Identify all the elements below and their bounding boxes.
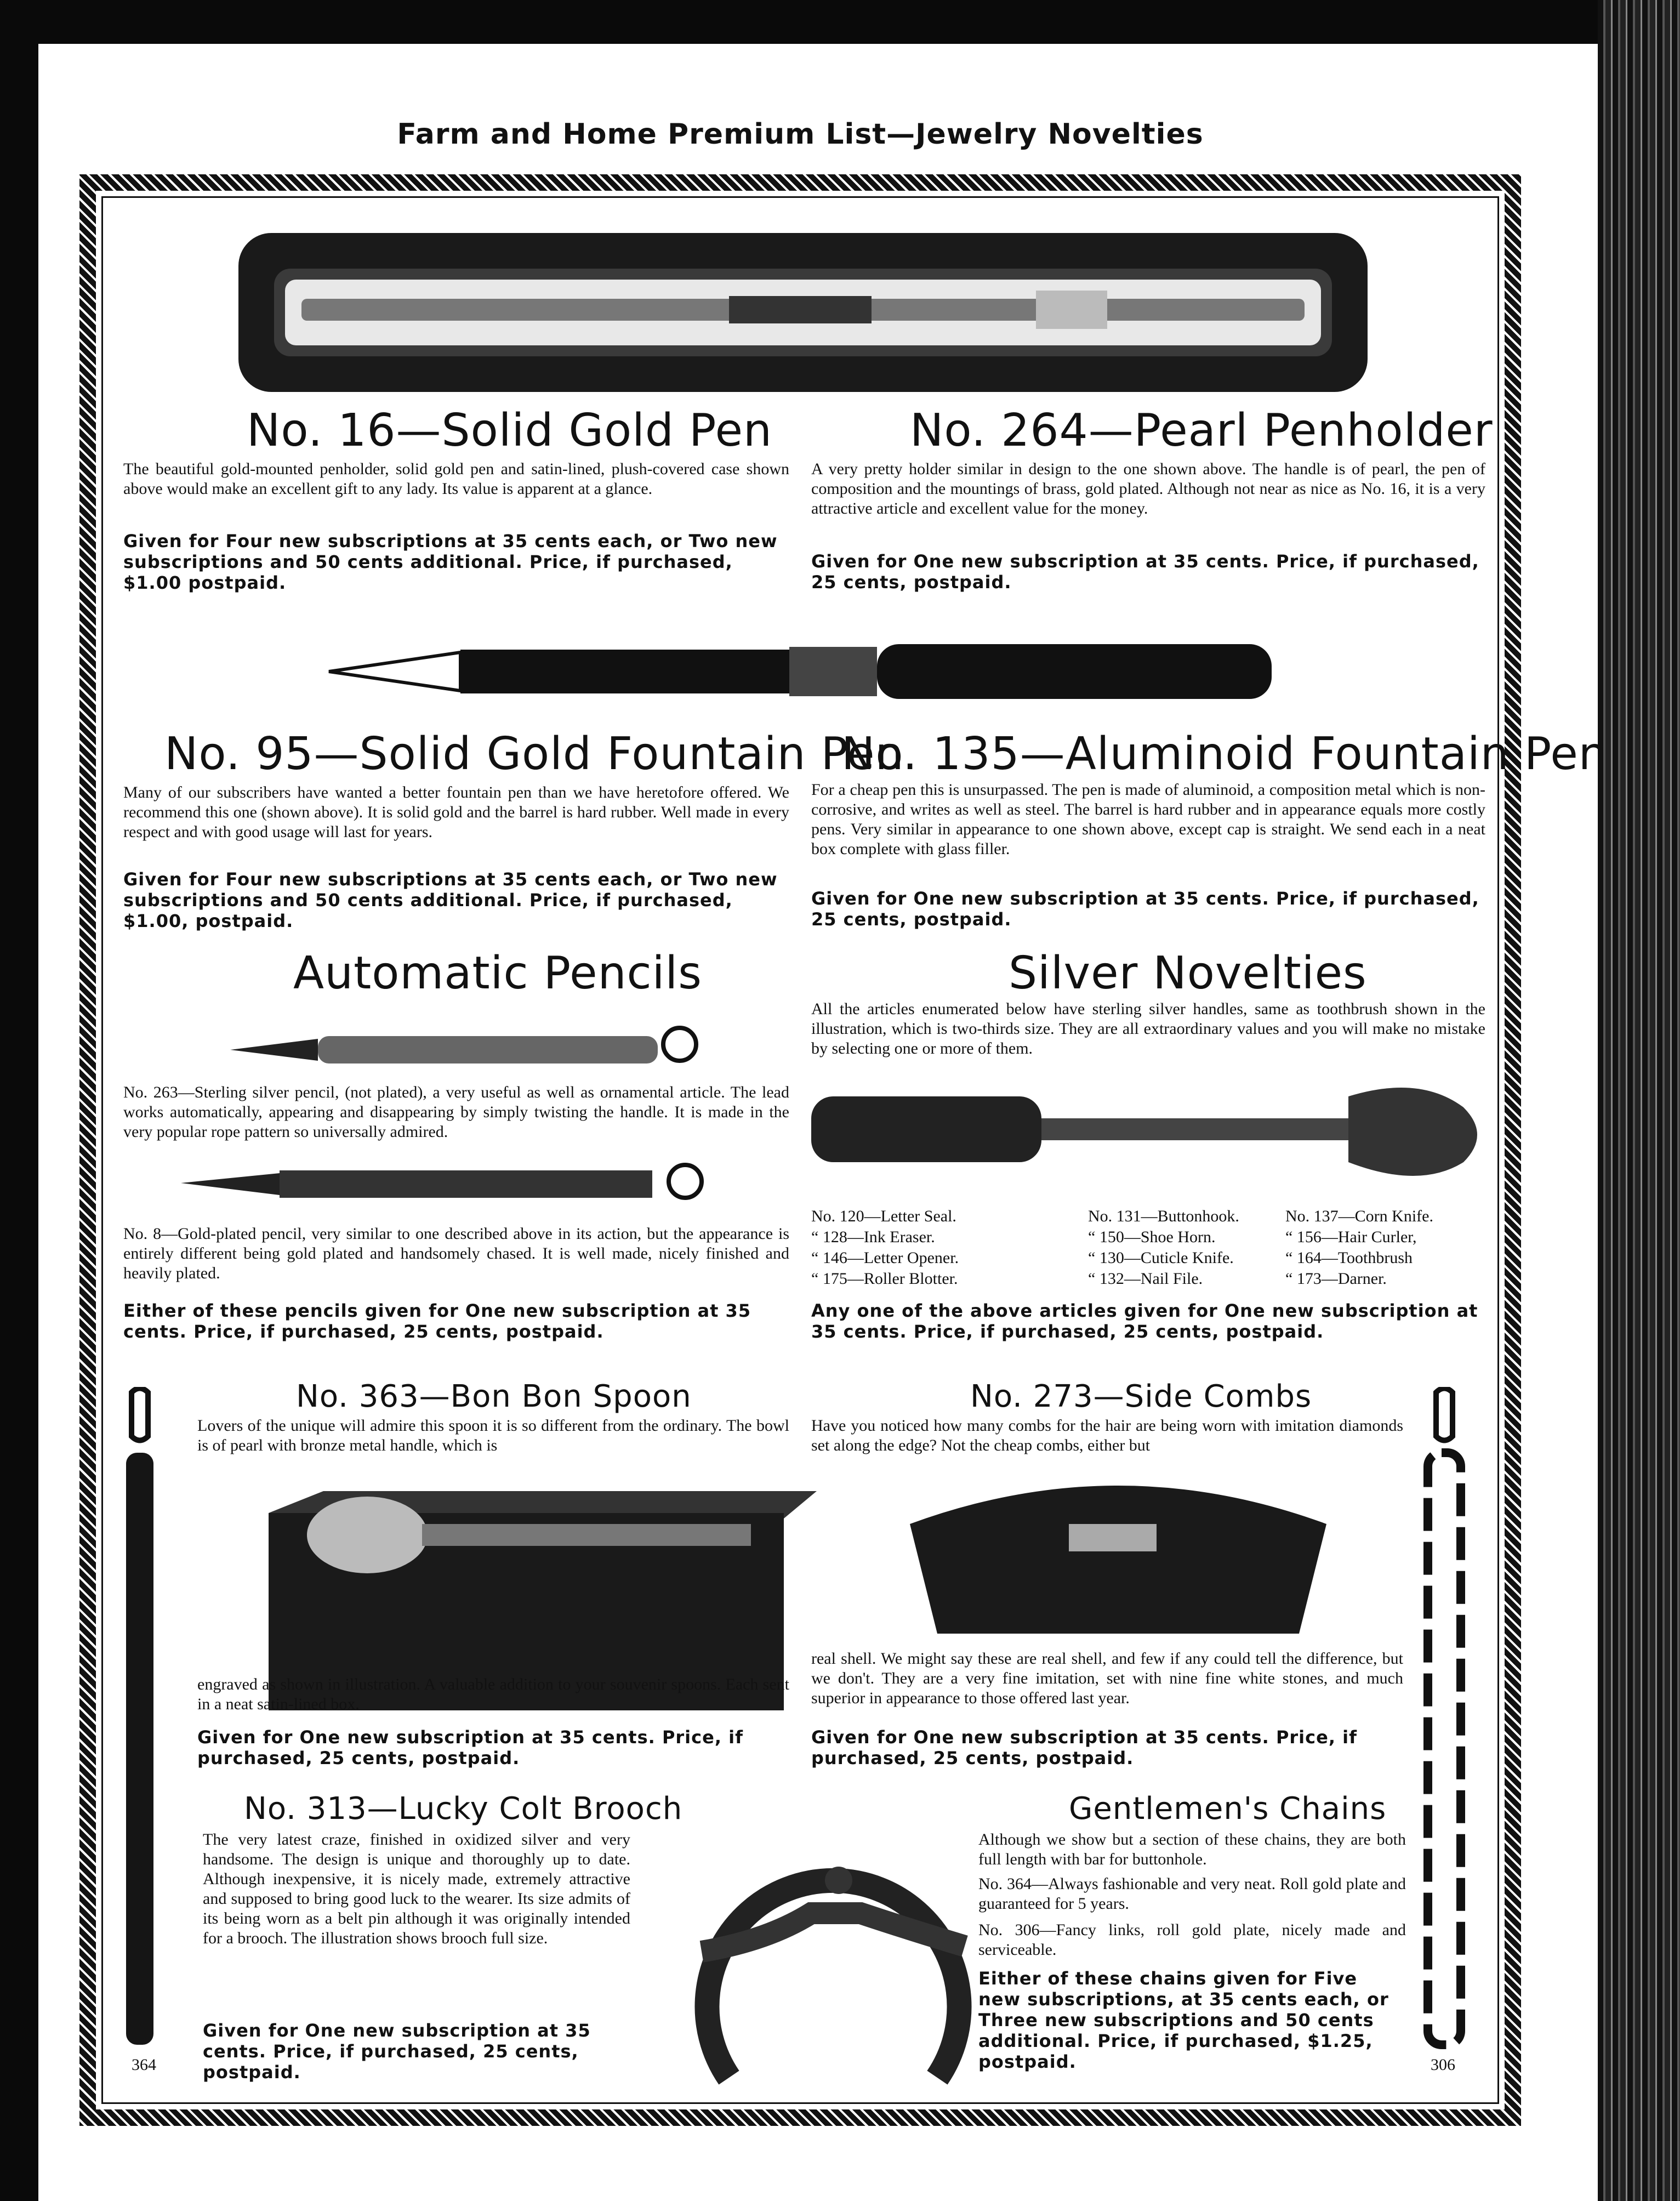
list-item: “ 130—Cuticle Knife. [1088, 1249, 1234, 1267]
bon-bon-spoon-text-1: Lovers of the unique will admire this spoon it is so different from the ordinary. The bowl is of pearl with bronze metal handle, which is [197, 1417, 789, 1454]
scan-edge-left [0, 0, 38, 2201]
list-item: “ 146—Letter Opener. [811, 1249, 959, 1267]
chain-364-label: 364 [132, 2056, 156, 2074]
pencils-title: Automatic Pencils [293, 947, 702, 999]
silver-list-col3 [1285, 1206, 1433, 1289]
silver-list-col1 [811, 1206, 959, 1289]
chain-364-text: No. 364—Always fashionable and very neat. Roll gold plate and guaranteed for 5 years. [978, 1875, 1406, 1913]
solid-gold-pen-offer: Given for Four new subscriptions at 35 cents each, or Two new subscriptions and 50 cents additional. Price, if purchased, $1.00 postpaid. [123, 531, 778, 593]
side-combs-text-1: Have you noticed how many combs for the hair are being worn with imitation diamonds set along the edge? Not the cheap combs, either but [811, 1417, 1403, 1454]
pearl-penholder-text: A very pretty holder similar in design to the one shown above. The handle is of pearl, the pen of composition and the mountings of brass, gold plated. Although not near as nice as No. 16, it is a very attractive article and excellent value for the money. [811, 460, 1485, 517]
pearl-penholder-offer: Given for One new subscription at 35 cents. Price, if purchased, 25 cents, postpaid. [811, 551, 1479, 593]
gentlemens-chains-text: Although we show but a section of these chains, they are both full length with bar for buttonhole. [978, 1830, 1406, 1868]
bon-bon-spoon-text-2: engraved as shown in illustration. A valuable addition to your souvenir spoons. Each sent in a neat satin-lined box. [197, 1675, 789, 1713]
list-item: No. 137—Corn Knife. [1285, 1207, 1433, 1225]
toothbrush-illustration [806, 1074, 1491, 1184]
chain-306-label: 306 [1431, 2056, 1455, 2074]
bon-bon-spoon-title: No. 363—Bon Bon Spoon [296, 1379, 692, 1414]
solid-gold-pen-text: The beautiful gold-mounted penholder, solid gold pen and satin-lined, plush-covered case shown above would make an excellent gift to any lady. Its value is apparent at a glance. [123, 460, 789, 498]
pencil-8-text: No. 8—Gold-plated pencil, very similar to one described above in its action, but the appearance is entirely different being gold plated and handsomely chased. It is well made, nicely finished and heavily plated. [123, 1225, 789, 1282]
list-item: “ 164—Toothbrush [1285, 1249, 1413, 1267]
chain-306-illustration [1414, 1387, 1474, 2050]
fountain-pen-135-title: No. 135—Aluminoid Fountain Pen [841, 728, 1608, 780]
list-item: “ 173—Darner. [1285, 1270, 1387, 1288]
gentlemens-chains-title: Gentlemen's Chains [1069, 1791, 1387, 1827]
scan-edge-right [1598, 0, 1680, 2201]
pearl-penholder-title: No. 264—Pearl Penholder [910, 405, 1493, 457]
fountain-pen-illustration [323, 630, 1288, 713]
list-item: “ 132—Nail File. [1088, 1270, 1203, 1288]
fountain-pen-95-text: Many of our subscribers have wanted a better fountain pen than we have heretofore offered. We recommend this one (shown above). It is solid gold and the barrel is hard rubber. Well made in every respect and with good usage will last for years. [123, 783, 789, 841]
pen-case-illustration [236, 230, 1370, 395]
side-combs-text-2: real shell. We might say these are real shell, and few if any could tell the difference, but we don't. They are a very fine imitation, set with nine fine white stones, and much superior in appearance to those offered last year. [811, 1650, 1403, 1707]
chain-364-illustration [110, 1387, 170, 2050]
solid-gold-pen-title: No. 16—Solid Gold Pen [247, 405, 772, 457]
fountain-pen-135-text: For a cheap pen this is unsurpassed. The pen is made of aluminoid, a composition metal which is non-corrosive, and writes as well as steel. The barrel is hard rubber and in appearance equals more costly pens. Very similar in appearance to one shown above, except cap is straight. We send each in a neat box complete with glass filler. [811, 781, 1485, 858]
list-item: No. 131—Buttonhook. [1088, 1207, 1239, 1225]
silver-novelties-text: All the articles enumerated below have sterling silver handles, same as toothbrush shown in the illustration, which is two-thirds size. They are all extraordinary values and you will make no mistake by selecting one or more of them. [811, 1000, 1485, 1057]
silver-list-col2 [1088, 1206, 1239, 1289]
colt-brooch-illustration [680, 1804, 987, 2094]
fountain-pen-135-offer: Given for One new subscription at 35 cents. Price, if purchased, 25 cents, postpaid. [811, 888, 1479, 930]
colt-brooch-offer: Given for One new subscription at 35 cents. Price, if purchased, 25 cents, postpaid. [203, 2020, 591, 2083]
page-header: Farm and Home Premium List—Jewelry Novelties [397, 118, 1204, 151]
colt-brooch-title: No. 313—Lucky Colt Brooch [244, 1791, 683, 1827]
chain-306-text: No. 306—Fancy links, roll gold plate, nicely made and serviceable. [978, 1921, 1406, 1959]
fountain-pen-95-title: No. 95—Solid Gold Fountain Pen [164, 728, 904, 780]
list-item: “ 150—Shoe Horn. [1088, 1228, 1216, 1246]
pencil-8-illustration [181, 1157, 729, 1206]
list-item: No. 120—Letter Seal. [811, 1207, 956, 1225]
gentlemens-chains-offer: Either of these chains given for Five new subscriptions, at 35 cents each, or Three new subscriptions and 50 cents additional. Price, if purchased, $1.25, postpaid. [978, 1968, 1389, 2072]
list-item: “ 175—Roller Blotter. [811, 1270, 958, 1288]
silver-novelties-title: Silver Novelties [1009, 947, 1367, 999]
pencils-offer: Either of these pencils given for One new subscription at 35 cents. Price, if purchased, 25 cents, postpaid. [123, 1300, 751, 1342]
fountain-pen-95-offer: Given for Four new subscriptions at 35 cents each, or Two new subscriptions and 50 cents additional. Price, if purchased, $1.00, postpaid. [123, 869, 778, 931]
side-combs-offer: Given for One new subscription at 35 cents. Price, if purchased, 25 cents, postpaid. [811, 1727, 1357, 1768]
bon-bon-spoon-offer: Given for One new subscription at 35 cents. Price, if purchased, 25 cents, postpaid. [197, 1727, 743, 1768]
side-comb-illustration [904, 1458, 1332, 1639]
side-combs-title: No. 273—Side Combs [970, 1379, 1312, 1414]
silver-novelties-offer: Any one of the above articles given for One new subscription at 35 cents. Price, if purchased, 25 cents, postpaid. [811, 1300, 1478, 1342]
pencil-263-illustration [230, 1020, 707, 1069]
pencil-263-text: No. 263—Sterling silver pencil, (not plated), a very useful as well as ornamental article. The lead works automatically, appearing and disappearing by simply twisting the handle. It is made in the very popular rope pattern so universally admired. [123, 1083, 789, 1141]
list-item: “ 128—Ink Eraser. [811, 1228, 935, 1246]
scan-edge-top [0, 0, 1680, 44]
list-item: “ 156—Hair Curler, [1285, 1228, 1417, 1246]
colt-brooch-text: The very latest craze, finished in oxidized silver and very handsome. The design is unique and thoroughly up to date. Although inexpensive, it is nicely made, extremely attractive and supposed to bring good luck to the wearer. Its size admits of its being worn as a belt pin although it was originally intended for a brooch. The illustration shows brooch full size. [203, 1830, 630, 1947]
